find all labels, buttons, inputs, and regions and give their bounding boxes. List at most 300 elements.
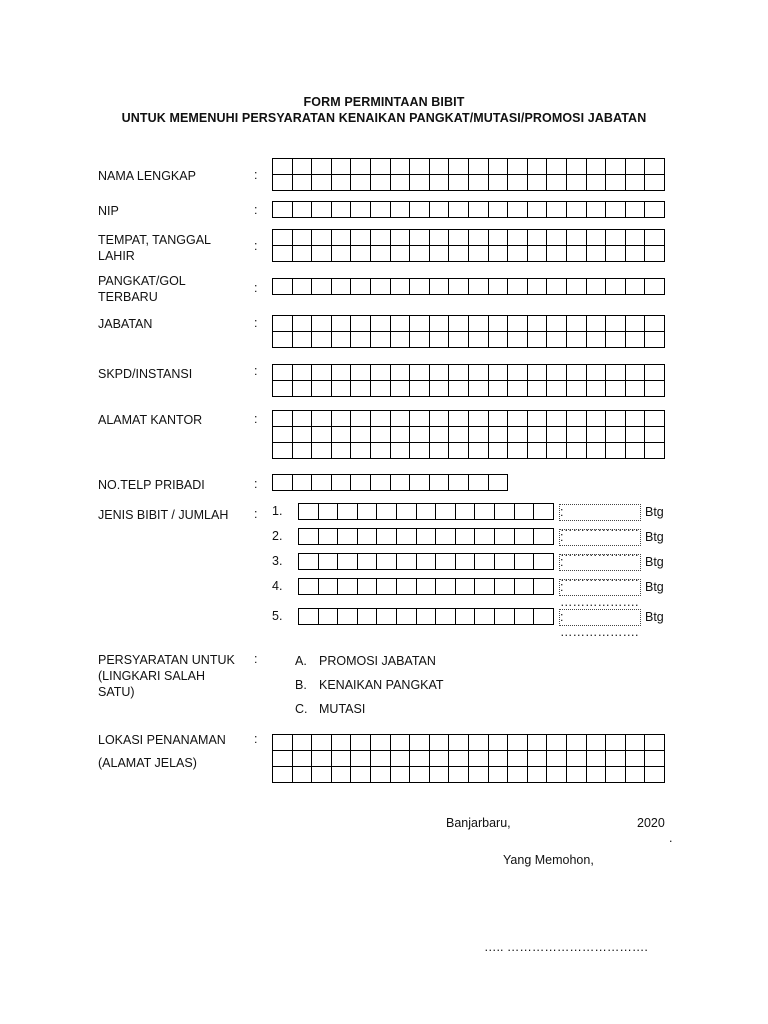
grid-cell[interactable] — [508, 443, 528, 459]
grid-cell[interactable] — [508, 411, 528, 427]
grid-cell[interactable] — [318, 554, 338, 570]
grid-cell[interactable] — [357, 579, 377, 595]
grid-cell[interactable] — [625, 365, 645, 381]
grid-cell[interactable] — [410, 332, 430, 348]
grid-cell[interactable] — [508, 159, 528, 175]
grid-cell[interactable] — [449, 381, 469, 397]
grid-cell[interactable] — [377, 529, 397, 545]
option-promosi-jabatan[interactable]: PROMOSI JABATAN — [319, 654, 436, 668]
grid-jenis-bibit[interactable] — [298, 528, 554, 545]
grid-cell[interactable] — [273, 475, 293, 491]
grid-cell[interactable] — [625, 443, 645, 459]
grid-cell[interactable] — [312, 365, 332, 381]
grid-cell[interactable] — [527, 332, 547, 348]
grid-cell[interactable] — [508, 246, 528, 262]
grid-cell[interactable] — [449, 735, 469, 751]
grid-cell[interactable] — [410, 767, 430, 783]
grid-cell[interactable] — [494, 579, 514, 595]
grid-cell[interactable] — [566, 427, 586, 443]
grid-cell[interactable] — [390, 475, 410, 491]
grid-cell[interactable] — [312, 230, 332, 246]
grid-cell[interactable] — [273, 246, 293, 262]
grid-cell[interactable] — [351, 381, 371, 397]
grid-cell[interactable] — [468, 332, 488, 348]
grid-cell[interactable] — [338, 529, 358, 545]
grid-cell[interactable] — [527, 159, 547, 175]
grid-cell[interactable] — [331, 175, 351, 191]
grid-cell[interactable] — [390, 246, 410, 262]
grid-jenis-bibit[interactable] — [298, 578, 554, 595]
grid-cell[interactable] — [527, 365, 547, 381]
grid-cell[interactable] — [625, 175, 645, 191]
grid-cell[interactable] — [331, 159, 351, 175]
grid-cell[interactable] — [410, 475, 430, 491]
grid-cell[interactable] — [370, 735, 390, 751]
grid-cell[interactable] — [488, 159, 508, 175]
grid-cell[interactable] — [527, 316, 547, 332]
grid-cell[interactable] — [488, 332, 508, 348]
grid-cell[interactable] — [292, 411, 312, 427]
grid-cell[interactable] — [527, 767, 547, 783]
grid-jenis-bibit[interactable] — [298, 503, 554, 520]
grid-cell[interactable] — [488, 443, 508, 459]
grid-cell[interactable] — [645, 332, 665, 348]
grid-cell[interactable] — [390, 381, 410, 397]
grid-cell[interactable] — [625, 230, 645, 246]
grid-cell[interactable] — [318, 609, 338, 625]
grid-cell[interactable] — [508, 381, 528, 397]
quantity-field[interactable]: : ………………. — [559, 529, 641, 546]
grid-cell[interactable] — [527, 411, 547, 427]
grid-cell[interactable] — [410, 443, 430, 459]
grid-cell[interactable] — [566, 411, 586, 427]
grid-cell[interactable] — [547, 427, 567, 443]
grid-cell[interactable] — [488, 475, 508, 491]
grid-cell[interactable] — [357, 504, 377, 520]
grid-cell[interactable] — [606, 365, 626, 381]
grid-cell[interactable] — [468, 175, 488, 191]
grid-cell[interactable] — [606, 230, 626, 246]
grid-cell[interactable] — [436, 609, 456, 625]
grid-cell[interactable] — [338, 579, 358, 595]
grid-cell[interactable] — [390, 159, 410, 175]
grid-cell[interactable] — [449, 443, 469, 459]
grid-cell[interactable] — [377, 579, 397, 595]
grid-cell[interactable] — [299, 504, 319, 520]
grid-cell[interactable] — [396, 554, 416, 570]
grid-cell[interactable] — [338, 609, 358, 625]
grid-cell[interactable] — [429, 751, 449, 767]
grid-cell[interactable] — [488, 246, 508, 262]
grid-skpd-instansi[interactable] — [272, 364, 665, 397]
grid-cell[interactable] — [606, 735, 626, 751]
grid-cell[interactable] — [449, 202, 469, 218]
quantity-field[interactable]: : ………………. — [559, 609, 641, 626]
grid-cell[interactable] — [351, 202, 371, 218]
grid-cell[interactable] — [312, 443, 332, 459]
grid-cell[interactable] — [586, 159, 606, 175]
grid-cell[interactable] — [508, 202, 528, 218]
grid-cell[interactable] — [606, 411, 626, 427]
grid-cell[interactable] — [390, 332, 410, 348]
grid-cell[interactable] — [436, 579, 456, 595]
grid-cell[interactable] — [351, 316, 371, 332]
grid-cell[interactable] — [527, 381, 547, 397]
grid-cell[interactable] — [606, 316, 626, 332]
grid-cell[interactable] — [547, 175, 567, 191]
grid-cell[interactable] — [508, 279, 528, 295]
grid-cell[interactable] — [625, 751, 645, 767]
grid-cell[interactable] — [527, 427, 547, 443]
grid-cell[interactable] — [514, 579, 534, 595]
grid-lokasi-penanaman[interactable] — [272, 734, 665, 783]
grid-cell[interactable] — [547, 230, 567, 246]
grid-cell[interactable] — [488, 202, 508, 218]
grid-cell[interactable] — [455, 504, 475, 520]
grid-cell[interactable] — [351, 427, 371, 443]
grid-cell[interactable] — [292, 159, 312, 175]
grid-cell[interactable] — [449, 175, 469, 191]
grid-cell[interactable] — [625, 246, 645, 262]
grid-cell[interactable] — [488, 767, 508, 783]
grid-cell[interactable] — [547, 246, 567, 262]
grid-cell[interactable] — [527, 230, 547, 246]
grid-cell[interactable] — [527, 751, 547, 767]
grid-cell[interactable] — [586, 381, 606, 397]
grid-cell[interactable] — [514, 529, 534, 545]
grid-cell[interactable] — [273, 159, 293, 175]
grid-cell[interactable] — [468, 279, 488, 295]
grid-cell[interactable] — [273, 381, 293, 397]
grid-cell[interactable] — [527, 443, 547, 459]
grid-cell[interactable] — [351, 159, 371, 175]
grid-cell[interactable] — [449, 159, 469, 175]
grid-cell[interactable] — [273, 443, 293, 459]
grid-cell[interactable] — [292, 246, 312, 262]
grid-cell[interactable] — [488, 411, 508, 427]
grid-cell[interactable] — [494, 504, 514, 520]
grid-cell[interactable] — [514, 609, 534, 625]
grid-cell[interactable] — [410, 735, 430, 751]
grid-cell[interactable] — [351, 175, 371, 191]
grid-cell[interactable] — [410, 230, 430, 246]
grid-cell[interactable] — [625, 332, 645, 348]
grid-cell[interactable] — [586, 316, 606, 332]
grid-cell[interactable] — [331, 427, 351, 443]
grid-cell[interactable] — [390, 411, 410, 427]
grid-pangkat-gol[interactable] — [272, 278, 665, 295]
grid-cell[interactable] — [534, 529, 554, 545]
grid-cell[interactable] — [390, 230, 410, 246]
grid-cell[interactable] — [566, 175, 586, 191]
grid-cell[interactable] — [508, 316, 528, 332]
grid-cell[interactable] — [488, 427, 508, 443]
grid-cell[interactable] — [534, 579, 554, 595]
grid-cell[interactable] — [527, 202, 547, 218]
grid-cell[interactable] — [488, 279, 508, 295]
grid-cell[interactable] — [455, 609, 475, 625]
grid-cell[interactable] — [606, 427, 626, 443]
grid-cell[interactable] — [331, 735, 351, 751]
grid-cell[interactable] — [390, 735, 410, 751]
grid-cell[interactable] — [331, 230, 351, 246]
grid-cell[interactable] — [357, 529, 377, 545]
grid-cell[interactable] — [566, 202, 586, 218]
grid-cell[interactable] — [436, 504, 456, 520]
grid-cell[interactable] — [645, 159, 665, 175]
grid-cell[interactable] — [566, 365, 586, 381]
grid-cell[interactable] — [606, 751, 626, 767]
grid-cell[interactable] — [547, 443, 567, 459]
grid-cell[interactable] — [351, 246, 371, 262]
grid-cell[interactable] — [318, 579, 338, 595]
grid-cell[interactable] — [292, 316, 312, 332]
grid-cell[interactable] — [534, 554, 554, 570]
grid-cell[interactable] — [514, 554, 534, 570]
grid-cell[interactable] — [625, 159, 645, 175]
grid-cell[interactable] — [645, 230, 665, 246]
grid-cell[interactable] — [390, 767, 410, 783]
grid-cell[interactable] — [331, 443, 351, 459]
grid-cell[interactable] — [429, 316, 449, 332]
grid-cell[interactable] — [357, 609, 377, 625]
grid-cell[interactable] — [396, 529, 416, 545]
grid-cell[interactable] — [547, 381, 567, 397]
grid-cell[interactable] — [449, 332, 469, 348]
grid-cell[interactable] — [566, 735, 586, 751]
grid-cell[interactable] — [410, 175, 430, 191]
grid-cell[interactable] — [606, 279, 626, 295]
grid-cell[interactable] — [468, 246, 488, 262]
grid-cell[interactable] — [645, 365, 665, 381]
grid-cell[interactable] — [410, 159, 430, 175]
grid-cell[interactable] — [273, 735, 293, 751]
grid-cell[interactable] — [455, 529, 475, 545]
grid-cell[interactable] — [586, 427, 606, 443]
grid-cell[interactable] — [566, 332, 586, 348]
grid-cell[interactable] — [475, 529, 495, 545]
grid-cell[interactable] — [351, 443, 371, 459]
grid-cell[interactable] — [312, 246, 332, 262]
grid-cell[interactable] — [292, 443, 312, 459]
grid-cell[interactable] — [508, 735, 528, 751]
grid-cell[interactable] — [625, 767, 645, 783]
grid-cell[interactable] — [606, 767, 626, 783]
grid-cell[interactable] — [429, 427, 449, 443]
grid-cell[interactable] — [586, 175, 606, 191]
grid-cell[interactable] — [475, 609, 495, 625]
grid-cell[interactable] — [273, 411, 293, 427]
grid-cell[interactable] — [396, 609, 416, 625]
grid-cell[interactable] — [312, 411, 332, 427]
grid-cell[interactable] — [547, 332, 567, 348]
grid-cell[interactable] — [468, 767, 488, 783]
grid-cell[interactable] — [547, 316, 567, 332]
grid-cell[interactable] — [625, 427, 645, 443]
grid-cell[interactable] — [312, 316, 332, 332]
grid-cell[interactable] — [494, 609, 514, 625]
grid-cell[interactable] — [429, 279, 449, 295]
grid-cell[interactable] — [488, 175, 508, 191]
grid-cell[interactable] — [586, 246, 606, 262]
grid-cell[interactable] — [547, 365, 567, 381]
grid-cell[interactable] — [312, 159, 332, 175]
grid-cell[interactable] — [410, 316, 430, 332]
grid-cell[interactable] — [312, 751, 332, 767]
grid-cell[interactable] — [370, 279, 390, 295]
grid-cell[interactable] — [410, 411, 430, 427]
grid-cell[interactable] — [351, 332, 371, 348]
grid-nip[interactable] — [272, 201, 665, 218]
grid-cell[interactable] — [449, 365, 469, 381]
grid-cell[interactable] — [370, 316, 390, 332]
grid-cell[interactable] — [468, 381, 488, 397]
grid-cell[interactable] — [273, 230, 293, 246]
grid-cell[interactable] — [645, 427, 665, 443]
grid-cell[interactable] — [566, 767, 586, 783]
grid-cell[interactable] — [547, 159, 567, 175]
grid-cell[interactable] — [331, 365, 351, 381]
grid-cell[interactable] — [606, 202, 626, 218]
grid-cell[interactable] — [586, 443, 606, 459]
grid-cell[interactable] — [566, 159, 586, 175]
grid-jabatan[interactable] — [272, 315, 665, 348]
option-mutasi[interactable]: MUTASI — [319, 702, 366, 716]
grid-cell[interactable] — [468, 365, 488, 381]
grid-cell[interactable] — [566, 279, 586, 295]
grid-cell[interactable] — [292, 381, 312, 397]
grid-cell[interactable] — [429, 159, 449, 175]
grid-cell[interactable] — [566, 246, 586, 262]
grid-cell[interactable] — [312, 332, 332, 348]
grid-cell[interactable] — [606, 381, 626, 397]
grid-cell[interactable] — [488, 230, 508, 246]
grid-cell[interactable] — [377, 554, 397, 570]
grid-cell[interactable] — [312, 427, 332, 443]
grid-cell[interactable] — [527, 175, 547, 191]
grid-cell[interactable] — [547, 767, 567, 783]
grid-cell[interactable] — [508, 332, 528, 348]
grid-cell[interactable] — [410, 202, 430, 218]
grid-cell[interactable] — [390, 202, 410, 218]
grid-cell[interactable] — [370, 159, 390, 175]
grid-cell[interactable] — [436, 554, 456, 570]
grid-cell[interactable] — [488, 365, 508, 381]
grid-cell[interactable] — [331, 316, 351, 332]
grid-cell[interactable] — [527, 279, 547, 295]
grid-cell[interactable] — [410, 246, 430, 262]
grid-cell[interactable] — [494, 554, 514, 570]
grid-cell[interactable] — [468, 427, 488, 443]
grid-nama-lengkap[interactable] — [272, 158, 665, 191]
grid-cell[interactable] — [547, 411, 567, 427]
grid-cell[interactable] — [449, 230, 469, 246]
grid-cell[interactable] — [390, 427, 410, 443]
grid-cell[interactable] — [292, 230, 312, 246]
grid-cell[interactable] — [488, 381, 508, 397]
grid-cell[interactable] — [645, 175, 665, 191]
grid-cell[interactable] — [357, 554, 377, 570]
grid-cell[interactable] — [292, 751, 312, 767]
grid-cell[interactable] — [625, 202, 645, 218]
grid-cell[interactable] — [566, 381, 586, 397]
grid-cell[interactable] — [645, 202, 665, 218]
grid-cell[interactable] — [416, 554, 436, 570]
grid-cell[interactable] — [586, 202, 606, 218]
grid-cell[interactable] — [370, 411, 390, 427]
grid-alamat-kantor[interactable] — [272, 410, 665, 459]
grid-cell[interactable] — [410, 365, 430, 381]
grid-cell[interactable] — [299, 579, 319, 595]
grid-cell[interactable] — [292, 202, 312, 218]
grid-cell[interactable] — [547, 202, 567, 218]
grid-cell[interactable] — [351, 767, 371, 783]
grid-cell[interactable] — [508, 427, 528, 443]
grid-cell[interactable] — [299, 554, 319, 570]
grid-cell[interactable] — [299, 609, 319, 625]
grid-cell[interactable] — [429, 230, 449, 246]
grid-cell[interactable] — [455, 554, 475, 570]
grid-cell[interactable] — [468, 230, 488, 246]
grid-cell[interactable] — [586, 332, 606, 348]
grid-cell[interactable] — [410, 427, 430, 443]
grid-cell[interactable] — [645, 381, 665, 397]
grid-cell[interactable] — [273, 427, 293, 443]
grid-cell[interactable] — [429, 246, 449, 262]
grid-cell[interactable] — [625, 279, 645, 295]
grid-cell[interactable] — [416, 609, 436, 625]
grid-cell[interactable] — [429, 332, 449, 348]
grid-cell[interactable] — [475, 504, 495, 520]
grid-cell[interactable] — [331, 767, 351, 783]
grid-cell[interactable] — [351, 751, 371, 767]
quantity-field[interactable]: : ………………. — [559, 579, 641, 596]
grid-cell[interactable] — [468, 751, 488, 767]
grid-cell[interactable] — [625, 316, 645, 332]
grid-cell[interactable] — [645, 443, 665, 459]
grid-cell[interactable] — [645, 246, 665, 262]
grid-cell[interactable] — [312, 381, 332, 397]
grid-cell[interactable] — [416, 579, 436, 595]
grid-cell[interactable] — [494, 529, 514, 545]
grid-cell[interactable] — [586, 767, 606, 783]
grid-cell[interactable] — [606, 332, 626, 348]
grid-cell[interactable] — [488, 751, 508, 767]
grid-cell[interactable] — [475, 554, 495, 570]
grid-cell[interactable] — [331, 279, 351, 295]
grid-cell[interactable] — [273, 767, 293, 783]
grid-cell[interactable] — [429, 411, 449, 427]
grid-cell[interactable] — [468, 159, 488, 175]
grid-cell[interactable] — [416, 504, 436, 520]
grid-cell[interactable] — [312, 202, 332, 218]
grid-cell[interactable] — [625, 735, 645, 751]
grid-cell[interactable] — [370, 475, 390, 491]
grid-cell[interactable] — [390, 279, 410, 295]
grid-cell[interactable] — [645, 751, 665, 767]
grid-cell[interactable] — [488, 316, 508, 332]
grid-cell[interactable] — [351, 279, 371, 295]
grid-cell[interactable] — [449, 427, 469, 443]
grid-cell[interactable] — [645, 279, 665, 295]
grid-cell[interactable] — [273, 202, 293, 218]
grid-cell[interactable] — [312, 475, 332, 491]
grid-cell[interactable] — [377, 504, 397, 520]
grid-cell[interactable] — [396, 504, 416, 520]
grid-cell[interactable] — [508, 767, 528, 783]
grid-cell[interactable] — [468, 475, 488, 491]
grid-cell[interactable] — [586, 751, 606, 767]
